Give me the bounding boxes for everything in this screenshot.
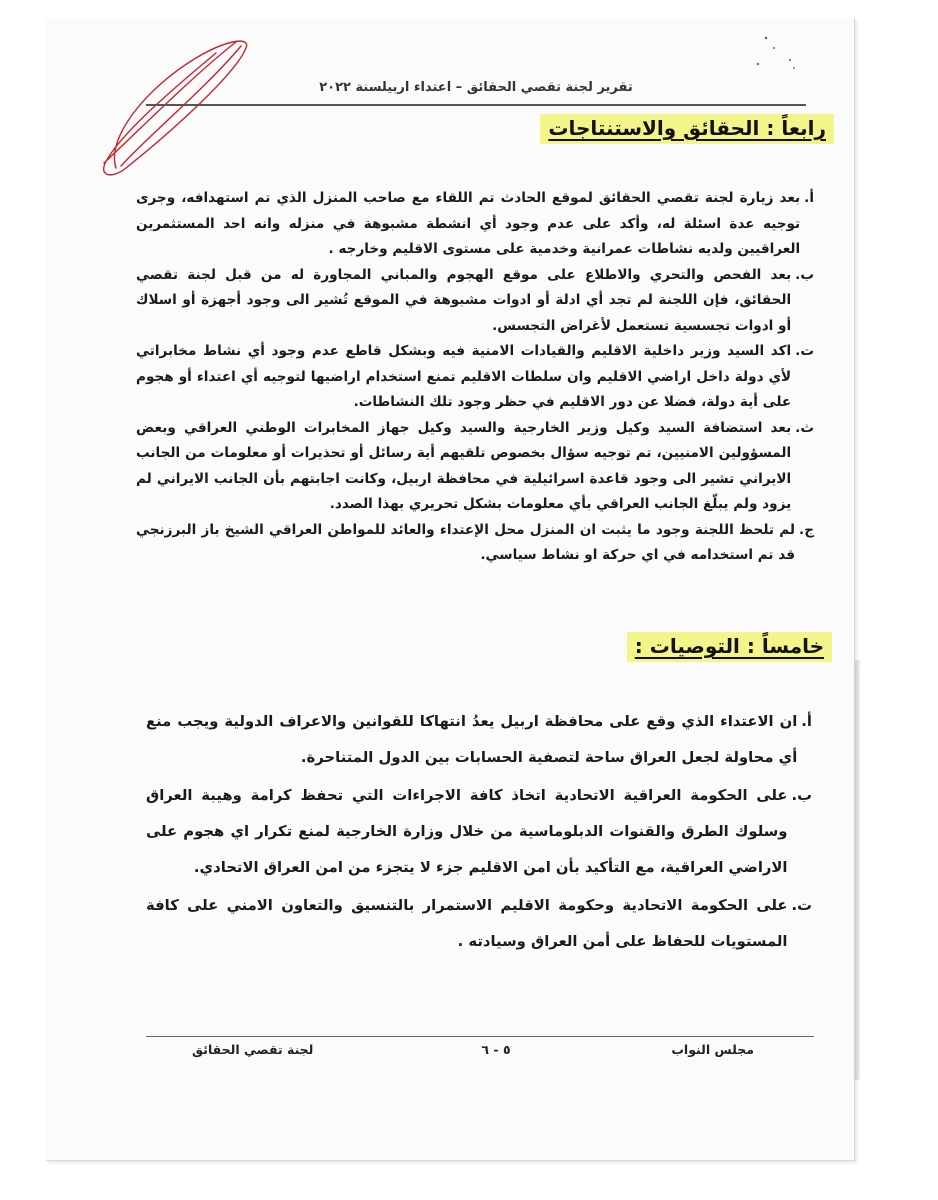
- fact-text: بعد الفحص والتحري والاطلاع على موقع الهجوم والمباني المجاورة له من قبل لجنة تقصي الحقائق، فإن اللجنة لم تجد أي ادلة أو ادوات مشبوهة في الموقع تُشير الى وجود أجهزة أو اسلاك أو ادوات تجسسية تستعمل لأغراض التجسس.: [136, 266, 792, 334]
- fact-item-th: [136, 416, 814, 518]
- fact-text: بعد استضافة السيد وكيل وزير الخارجية والسيد وكيل جهاز المخابرات الوطني العراقي وبعض المسؤولين الامنيين، تم توجيه سؤال بخصوص تلقيهم أية رسائل أو تحذيرات أو معلومات من الجانب الايراني تشير الى وجود قاعدة اسرائيلية في محافظة اربيل، وكانت اجابتهم بأن الجانب الايراني لم يزود ولم يبلّغ الجانب العراقي بأي معلومات بشكل تحريري بهذا الصدد.: [136, 419, 792, 512]
- recommendation-item-t: [146, 888, 812, 960]
- recommendation-letter: أ.: [801, 713, 812, 730]
- fact-letter: ت.: [795, 343, 814, 359]
- footer-page-number: ٥ - ٦: [481, 1042, 511, 1057]
- header-divider: [146, 104, 806, 106]
- recommendation-letter: ت.: [791, 897, 812, 914]
- fact-letter: ث.: [795, 419, 814, 436]
- section-5-title: خامساً : التوصيات :: [627, 632, 832, 662]
- facts-list: [136, 186, 814, 569]
- document-page: [46, 18, 855, 1161]
- fact-letter: ج.: [799, 521, 814, 538]
- fact-text: اكد السيد وزير داخلية الاقليم والقيادات الامنية فيه وبشكل قاطع عدم وجود أي نشاط مخابراتي لأي دولة داخل اراضي الاقليم وان سلطات الاقليم تمنع استخدام اراضيها لتوجيه أي اعتداء أو هجوم على أية دولة، فضلا عن دور الاقليم في حظر وجود تلك النشاطات.: [136, 343, 792, 410]
- recommendations-list: [146, 704, 812, 962]
- fact-item-a: [136, 186, 814, 263]
- footer-committee: لجنة تقصي الحقائق: [192, 1042, 314, 1057]
- fact-text: بعد زيارة لجنة تقصي الحقائق لموقع الحادث تم اللقاء مع صاحب المنزل الذي تم استهدافه، وجرى توجيه عدة اسئلة له، وأكد على عدم وجود أي انشطة مشبوهة في منزله وانه احد المستثمرين العراقيين ولديه نشاطات عمرانية وخدمية على مستوى الاقليم وخارجه .: [136, 190, 801, 257]
- fact-item-b: [136, 263, 814, 340]
- recommendation-text: ان الاعتداء الذي وقع على محافظة اربيل يعدُ انتهاكا للقوانين والاعراف الدولية ويجب منع أي محاولة لجعل العراق ساحة لتصفية الحسابات بين الدول المتناحرة.: [146, 713, 798, 766]
- report-header: تقرير لجنة تقصي الحقائق – اعتداء اربيلسنة ٢٠٢٢: [319, 80, 633, 95]
- ink-dots: [746, 18, 806, 78]
- section-4-title: رابعاً : الحقائق والاستنتاجات: [540, 114, 834, 144]
- recommendation-item-b: [146, 778, 812, 886]
- recommendation-item-a: [146, 704, 812, 776]
- footer-parliament: مجلس النواب: [671, 1042, 754, 1057]
- fact-letter: ب.: [795, 266, 814, 283]
- recommendation-letter: ب.: [791, 787, 812, 804]
- recommendation-text: على الحكومة العراقية الاتحادية اتخاذ كافة الاجراءات التي تحفظ كرامة وهيبة العراق وسلوك الطرق والقنوات الدبلوماسية من خلال وزارة الخارجية لمنع تكرار اي هجوم على الاراضي العراقية، مع التأكيد بأن امن الاقليم جزء لا يتجزء من امن العراق الاتحادي.: [146, 787, 788, 876]
- footer-divider: [146, 1036, 814, 1037]
- fact-text: لم تلحظ اللجنة وجود ما يثبت ان المنزل محل الإعتداء والعائد للمواطن العراقي الشيخ باز البرزنجي قد تم استخدامه في اي حركة او نشاط سياسي.: [136, 521, 796, 563]
- fact-letter: أ.: [804, 190, 814, 206]
- fact-item-t: [136, 339, 814, 416]
- recommendation-text: على الحكومة الاتحادية وحكومة الاقليم الاستمرار بالتنسيق والتعاون الامني على كافة المستويات للحفاظ على أمن العراق وسيادته .: [146, 897, 788, 950]
- fact-item-j: [136, 518, 814, 569]
